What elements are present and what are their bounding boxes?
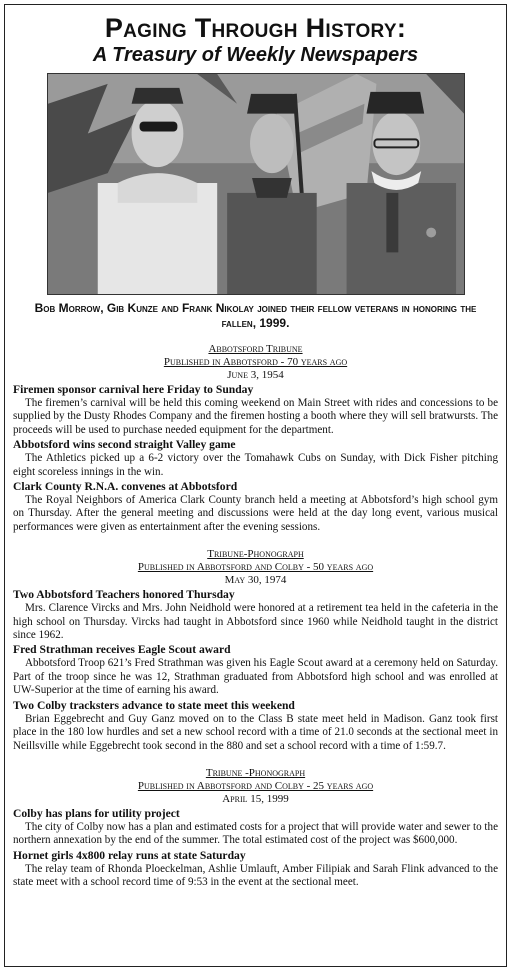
paper-name: Abbotsford Tribune — [208, 343, 303, 355]
photo-caption: Bob Morrow, Gib Kunze and Frank Nikolay joined their fellow veterans in honoring the fallen, 1999. — [34, 301, 477, 330]
story-headline: Clark County R.N.A. convenes at Abbotsford — [13, 480, 238, 494]
veterans-photo-illustration — [48, 74, 464, 294]
newspaper-column — [4, 4, 507, 967]
story-body: Brian Eggebrecht and Guy Ganz moved on to the Class B state meet held in Madison. Ganz took first place in the 180 low hurdles and set a new school record with a time of 21.0 seconds at the sectional meet in Neillsville while Eggebrecht took second in the 880 and set a school record with a time of 1:59.7. — [13, 712, 498, 752]
story-headline: Hornet girls 4x800 relay runs at state Saturday — [13, 848, 246, 862]
column-subtitle: A Treasury of Weekly Newspapers — [92, 44, 419, 66]
story-body: The city of Colby now has a plan and estimated costs for a project that will provide water and sewer to the northern annexation by the end of the summer. The total estimated cost of the project was $600,000. — [13, 820, 498, 847]
section-1999 — [13, 767, 498, 890]
column-banner — [13, 5, 498, 67]
story-headline: Abbotsford wins second straight Valley game — [13, 438, 236, 452]
paper-name: Tribune-Phonograph — [207, 548, 304, 561]
story-body: The relay team of Rhonda Ploeckelman, Ashlie Umlauft, Amber Filipiak and Sarah Flink advanced to the state meet with a school record time of 9:53 in the event at the sectional meet. — [13, 862, 498, 889]
paper-name: Tribune -Phonograph — [205, 766, 306, 779]
section-masthead — [13, 343, 498, 382]
publication-note: Published in Abbotsford and Colby - 50 years ago — [137, 561, 374, 574]
story-headline: Two Abbotsford Teachers honored Thursday — [13, 588, 235, 602]
story-body: The firemen’s carnival will be held this coming weekend on Main Street with rides and concessions to be supplied by the Dusty Rhodes Company and the firemen hosting a booth where they will sell bratwursts. The proceeds will be used to purchase needed equipment for the department. — [13, 397, 498, 436]
veterans-photo — [47, 73, 465, 295]
story-body: Mrs. Clarence Vircks and Mrs. John Neidhold were honored at a retirement tea held in the cafeteria in the high school on Thursday. Vircks had taught in Abbotsford since 1960 while Neidhold taught in the district since 1962. — [13, 602, 498, 642]
section-masthead — [13, 548, 498, 587]
story-headline: Colby has plans for utility project — [13, 806, 180, 820]
story-body: Abbotsford Troop 621’s Fred Strathman was given his Eagle Scout award at a ceremony held on Saturday. Part of the troop since he was 12, Strathman graduated from Abbotsford high school and was enrolled at UW-Superior at the time of earning his award. — [13, 657, 498, 697]
story-headline: Fred Strathman receives Eagle Scout award — [13, 643, 231, 657]
publication-note: Published in Abbotsford and Colby - 25 years ago — [137, 779, 374, 792]
issue-date: June 3, 1954 — [227, 369, 284, 381]
section-1974 — [13, 548, 498, 753]
issue-date: April 15, 1999 — [222, 792, 289, 805]
issue-date: May 30, 1974 — [224, 574, 287, 587]
section-masthead — [13, 767, 498, 806]
publication-note: Published in Abbotsford - 70 years ago — [163, 356, 348, 368]
story-headline: Two Colby tracksters advance to state meet this weekend — [13, 698, 295, 712]
story-body: The Athletics picked up a 6-2 victory over the Tomahawk Cubs on Sunday, with Dick Fisher pitching eight scoreless innings in the win. — [13, 452, 498, 478]
section-1954 — [13, 343, 498, 534]
story-headline: Firemen sponsor carnival here Friday to Sunday — [13, 383, 254, 396]
column-title: Paging Through History: — [104, 13, 407, 43]
story-body: The Royal Neighbors of America Clark County branch held a meeting at Abbotsford’s high school gym on Thursday. After the general meeting and discussions were held at the day long event, various musical performances were given as entertainment after the evening sessions. — [13, 494, 498, 533]
